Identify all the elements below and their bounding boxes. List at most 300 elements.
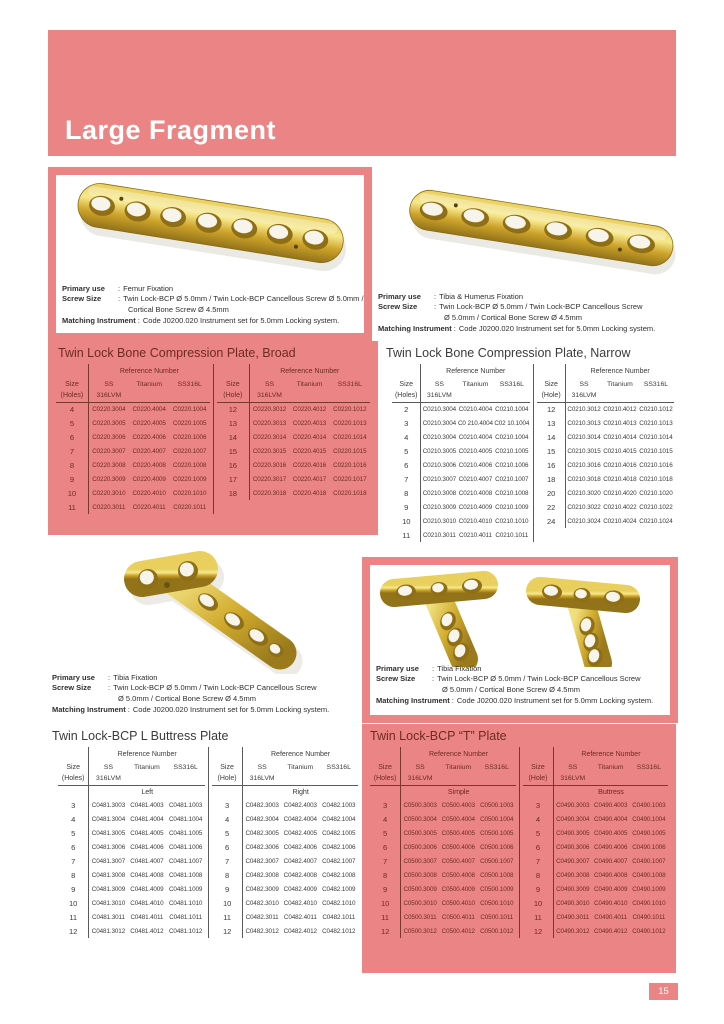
ref-number-cell: C0210.4006 — [458, 461, 493, 469]
screw-size-label: Screw Size — [376, 674, 416, 684]
ref-number-cell: C0210.3022 — [567, 503, 601, 511]
ref-number-cell: C0210.1013 — [639, 419, 673, 427]
ref-number-cell: C0210.4024 — [603, 517, 637, 525]
size-cell: 3 — [392, 416, 421, 430]
ref-number-cell: C0490.3008 — [556, 871, 590, 879]
spacer-cell — [523, 785, 553, 798]
screw-size-line — [378, 302, 655, 313]
ref-number-cell: C0210.3014 — [567, 433, 601, 441]
colon: : — [434, 302, 437, 312]
ref-number-cell: C0220.3006 — [92, 433, 126, 441]
matching-instrument-label: Matching Instrument — [52, 705, 126, 715]
ref-number-cell: C0481.3005 — [91, 829, 126, 837]
table-row — [212, 896, 358, 910]
ref-number-cell: C0481.4007 — [130, 857, 164, 865]
ss-header: SS — [264, 380, 275, 388]
matching-instrument-value: Code J0200.020 Instrument set for 5.0mm Locking system. — [458, 324, 656, 334]
holes-header: (Holes) — [56, 390, 88, 402]
ref-number-cell: C0210.3004 — [422, 419, 457, 427]
table-row — [370, 868, 516, 882]
empty-cell — [494, 390, 530, 402]
screw-size-value: Twin Lock-BCP Ø 5.0mm / Twin Lock-BCP Cancellous Screw Ø 5.0mm / — [123, 294, 364, 304]
ref-number-cell: C0210.1024 — [639, 517, 673, 525]
table-row — [370, 840, 516, 854]
ref-table — [523, 747, 668, 938]
ref-number-cell: C0210.3007 — [422, 475, 457, 483]
matching-instrument-value: Code J0200.020 Instrument set for 5.0mm Locking system. — [132, 705, 330, 715]
ref-number-cell: C0490.1004 — [632, 815, 666, 823]
ref-number-cell: C0481.4010 — [130, 899, 164, 907]
ref-number-cell: C0482.4004 — [283, 815, 317, 823]
table-row — [56, 416, 210, 430]
ref-number-cell: C0210.1010 — [495, 517, 529, 525]
primary-use-line — [62, 284, 364, 295]
ref-number-cell: C0481.4011 — [130, 913, 164, 921]
ref-number-cell: C0210.4011 — [459, 531, 492, 539]
ref-number-cell: C0490.3005 — [556, 829, 590, 837]
table-row — [537, 458, 674, 472]
ref-table — [392, 364, 530, 542]
size-cell: 12 — [370, 924, 401, 938]
ref-number-cell: C0482.4006 — [283, 843, 317, 851]
ref-number-cell: C0220.3009 — [92, 475, 126, 483]
ref-number-cell: C0490.1005 — [632, 829, 666, 837]
size-cell: 12 — [212, 924, 243, 938]
ref-number-cell: C0220.4017 — [292, 475, 327, 483]
size-cell: 8 — [58, 868, 89, 882]
ref-number-cell: C0220.4016 — [292, 461, 327, 469]
size-cell: 8 — [56, 458, 88, 472]
empty-cell — [166, 773, 205, 785]
table-row — [523, 840, 668, 854]
ref-number-cell: C0220.1013 — [333, 419, 367, 427]
colon: : — [453, 324, 456, 334]
ref-number-cell: C0482.1008 — [322, 871, 356, 879]
size-cell: 18 — [537, 472, 566, 486]
ref-number-cell: C0210.4004 — [458, 405, 493, 413]
ref-number-cell: C0481.4009 — [130, 885, 164, 893]
ref-number-cell: C0482.3007 — [245, 857, 279, 865]
ref-number-cell: C0220.3018 — [252, 489, 287, 497]
product-description — [52, 673, 329, 717]
ss-header: SS — [568, 763, 578, 771]
ref-number-cell: C0220.1014 — [333, 433, 367, 441]
ref-number-cell: C0500.3007 — [403, 857, 437, 865]
size-cell: 3 — [212, 798, 243, 812]
table-row — [212, 868, 358, 882]
ref-number-cell: C0500.4008 — [441, 871, 475, 879]
ref-number-cell: C0481.4004 — [130, 815, 164, 823]
ref-number-cell: C0220.3010 — [92, 489, 126, 497]
ref-number-cell: C0210.1006 — [495, 461, 529, 469]
spacer-cell — [212, 785, 243, 798]
ss316l-header: SS316L — [484, 763, 509, 771]
size-cell: 5 — [58, 826, 89, 840]
ref-number-cell: C0490.4010 — [594, 899, 628, 907]
ref-number-cell: C0490.3007 — [556, 857, 590, 865]
size-cell: 5 — [212, 826, 243, 840]
table-row — [523, 854, 668, 868]
ref-number-cell: C0481.3010 — [91, 899, 126, 907]
ref-number-cell: C0220.1017 — [333, 475, 367, 483]
table-row — [56, 500, 210, 514]
table-section-broad — [48, 341, 378, 535]
ref-number-cell: C0210.3015 — [567, 447, 601, 455]
ref-number-cell: C0482.4011 — [283, 913, 317, 921]
table-row — [56, 444, 210, 458]
ref-number-cell: C0220.3005 — [92, 419, 126, 427]
size-cell: 3 — [58, 798, 89, 812]
reference-tables — [48, 364, 378, 514]
table-body — [56, 402, 210, 514]
colon: : — [127, 705, 130, 715]
ref-number-cell: C0210.1016 — [639, 461, 673, 469]
ref-number-cell: C0500.1011 — [480, 913, 514, 921]
table-row — [537, 444, 674, 458]
titanium-header: Titanium — [136, 380, 163, 388]
holes-header: (Holes) — [58, 773, 89, 785]
hole-header: (Hole) — [523, 773, 553, 785]
matching-instrument-label: Matching Instrument — [62, 316, 136, 326]
ref-number-cell: C0490.1008 — [632, 871, 666, 879]
ref-number-cell: C0482.1009 — [322, 885, 356, 893]
ref-number-cell: C0500.4012 — [441, 927, 475, 935]
ss316l-header: SS316L — [337, 380, 362, 388]
ref-number-cell: C0490.3011 — [556, 913, 590, 921]
ref-number-cell: C0210.4004 — [458, 433, 493, 441]
screw-size-line-2 — [378, 313, 655, 324]
size-cell: 8 — [370, 868, 401, 882]
ref-number-cell: C0500.1004 — [480, 815, 514, 823]
ref-number-cell: C0210.3006 — [422, 461, 457, 469]
ref-number-cell: C0482.3003 — [245, 801, 279, 809]
size-cell: 17 — [217, 472, 249, 486]
ref-number-cell: C0500.3011 — [403, 913, 437, 921]
table-title: Twin Lock Bone Compression Plate, Broad — [58, 346, 296, 360]
product-description — [62, 284, 364, 328]
table-body — [370, 798, 516, 938]
ref-number-cell: C0482.1007 — [322, 857, 356, 865]
empty-cell — [320, 773, 358, 785]
table-row — [537, 486, 674, 500]
ref-number-cell: C0490.3012 — [556, 927, 590, 935]
size-cell: 7 — [56, 444, 88, 458]
ref-number-cell: C0220.1005 — [173, 419, 207, 427]
titanium-header: Titanium — [606, 380, 633, 388]
table-row — [370, 812, 516, 826]
holes-header: (Holes) — [370, 773, 401, 785]
table-row — [58, 840, 205, 854]
size-cell: 6 — [58, 840, 89, 854]
table-title: Twin Lock-BCP “T” Plate — [370, 729, 507, 743]
size-cell: 3 — [523, 798, 553, 812]
ref-number-cell: C0220.4018 — [292, 489, 327, 497]
ref-number-cell: C0210.4015 — [603, 447, 637, 455]
ref-number-cell: C0482.1003 — [322, 801, 356, 809]
ref-number-cell: C0481.1005 — [168, 829, 203, 837]
matching-instrument-value: Code J0200.020 Instrument set for 5.0mm Locking system. — [142, 316, 340, 326]
ref-number-cell: C0220.3004 — [92, 405, 126, 413]
size-header: Size — [212, 761, 243, 773]
size-cell: 6 — [370, 840, 401, 854]
ref-number-cell: C0481.4012 — [130, 927, 164, 935]
ref-number-cell: C0210.4018 — [603, 475, 637, 483]
empty-cell — [129, 390, 170, 402]
ref-number-cell: C0481.3009 — [91, 885, 126, 893]
ref-number-cell: C0490.4003 — [594, 801, 628, 809]
ref-number-cell: C0210.3024 — [567, 517, 601, 525]
ss316l-header: SS316L — [499, 380, 524, 388]
empty-cell — [281, 773, 319, 785]
primary-use-value: Tibia Fixation — [113, 672, 158, 682]
empty-cell — [128, 773, 167, 785]
page-number: 15 — [658, 986, 669, 997]
spacer-cell — [58, 785, 89, 798]
ref-number-cell: C0210.1011 — [495, 531, 529, 539]
ref-number-cell: C0210.3016 — [567, 461, 601, 469]
ref-number-cell: C0210.1004 — [495, 433, 529, 441]
size-cell: 9 — [523, 882, 553, 896]
screw-size-label: Screw Size — [52, 683, 92, 693]
ref-number-cell: C0220.1007 — [173, 447, 207, 455]
ref-number-cell: C0500.3004 — [403, 815, 437, 823]
ref-number-cell: C0482.3006 — [245, 843, 279, 851]
ref-number-cell: C0500.1005 — [480, 829, 514, 837]
ref-number-cell: C0220.1006 — [173, 433, 207, 441]
ref-number-cell: C0500.4003 — [441, 801, 475, 809]
ref-number-cell: C0210.3020 — [567, 489, 601, 497]
ref-number-cell: C0220.1016 — [333, 461, 367, 469]
ref-number-cell: C0500.4005 — [441, 829, 475, 837]
ref-number-cell: C0482.4005 — [283, 829, 317, 837]
ref-table-right — [213, 364, 373, 514]
primary-use-label: Primary use — [378, 291, 421, 301]
ref-number-cell: C0210.3009 — [422, 503, 457, 511]
size-cell: 8 — [523, 868, 553, 882]
size-cell: 10 — [523, 896, 553, 910]
ref-number-cell: C0210.1008 — [495, 489, 529, 497]
table-row — [212, 882, 358, 896]
spacer-cell — [212, 747, 243, 761]
ref-number-cell: C0220.4014 — [292, 433, 327, 441]
ref-number-cell: C0482.4003 — [283, 801, 317, 809]
ref-number-cell: C0481.4003 — [130, 801, 164, 809]
colon: : — [432, 663, 435, 673]
ref-number-cell: C0220.1009 — [173, 475, 207, 483]
ref-number-cell: C0490.4011 — [594, 913, 628, 921]
ss-header: SS — [257, 763, 267, 771]
table-row — [392, 430, 530, 444]
ref-number-cell: C0 210.4004 — [457, 419, 493, 427]
ref-number-cell: C0490.4007 — [594, 857, 628, 865]
ref-number-cell: C0220.3017 — [252, 475, 287, 483]
titanium-header: Titanium — [462, 380, 489, 388]
table-row — [392, 458, 530, 472]
size-cell: 6 — [523, 840, 553, 854]
ref-table-right — [519, 747, 671, 938]
table-row — [217, 486, 370, 500]
ref-number-cell: C0210.3005 — [422, 447, 457, 455]
primary-use-value: Tibia Fixation — [437, 663, 482, 673]
ref-table — [537, 364, 674, 528]
ref-number-cell: C0490.1007 — [632, 857, 666, 865]
ref-number-cell: C0500.4010 — [441, 899, 475, 907]
screw-size-label: Screw Size — [62, 294, 102, 304]
table-row — [58, 868, 205, 882]
table-row — [523, 868, 668, 882]
screw-size-value-2: Ø 5.0mm / Cortical Bone Screw Ø 4.5mm — [118, 694, 256, 704]
matching-instrument-line — [376, 696, 653, 707]
reference-tables — [50, 747, 366, 938]
ref-number-cell: C0481.3008 — [91, 871, 126, 879]
hole-header: (Hole) — [537, 390, 566, 402]
table-row — [523, 910, 668, 924]
ref-number-cell: C0210.3004 — [422, 433, 457, 441]
ref-number-cell: C0210.4022 — [603, 503, 637, 511]
titanium-header: Titanium — [445, 763, 472, 771]
ref-number-cell: C0500.3003 — [403, 801, 437, 809]
size-cell: 9 — [370, 882, 401, 896]
ref-number-cell: C0500.3005 — [403, 829, 437, 837]
table-row — [58, 882, 205, 896]
lvm-header: 316LVM — [553, 773, 591, 785]
ref-number-cell: C0490.3009 — [556, 885, 590, 893]
ref-number-cell: C0481.3012 — [91, 927, 126, 935]
size-header: Size — [537, 378, 566, 390]
table-row — [217, 472, 370, 486]
colon: : — [137, 316, 140, 326]
size-cell: 5 — [523, 826, 553, 840]
t-plate-image — [372, 567, 668, 667]
table-row — [217, 416, 370, 430]
product-description — [376, 664, 653, 708]
colon: : — [118, 283, 121, 293]
size-cell: 12 — [58, 924, 89, 938]
ref-number-cell: C0220.4004 — [132, 405, 166, 413]
reference-number-header: Reference Number — [581, 750, 641, 758]
spacer-cell — [58, 747, 89, 761]
screw-size-value: Twin Lock-BCP Ø 5.0mm / Twin Lock-BCP Cancellous Screw — [439, 302, 643, 312]
ref-number-cell: C0220.1011 — [173, 503, 207, 511]
ref-number-cell: C0220.4013 — [292, 419, 327, 427]
ref-number-cell: C0220.3015 — [252, 447, 287, 455]
ref-number-cell: C0481.1009 — [168, 885, 203, 893]
matching-instrument-label: Matching Instrument — [378, 324, 452, 334]
size-cell: 7 — [392, 472, 421, 486]
ref-number-cell: C0490.3003 — [556, 801, 590, 809]
ref-number-cell: C0500.1007 — [480, 857, 514, 865]
ref-number-cell: C0481.1011 — [169, 913, 203, 921]
size-cell: 8 — [212, 868, 243, 882]
table-row — [523, 798, 668, 812]
table-row — [370, 798, 516, 812]
ref-number-cell: C0481.3011 — [92, 913, 125, 921]
variant-subheader: Buttress — [598, 787, 624, 797]
table-title: Twin Lock Bone Compression Plate, Narrow — [386, 346, 631, 360]
empty-cell — [169, 390, 210, 402]
ref-number-cell: C0210.1014 — [639, 433, 673, 441]
ref-number-cell: C02 10.1004 — [494, 419, 530, 427]
ref-number-cell: C0500.1006 — [480, 843, 514, 851]
ref-number-cell: C0220.4011 — [132, 503, 166, 511]
table-section-l-buttress — [50, 724, 366, 938]
ref-number-cell: C0481.4005 — [130, 829, 164, 837]
ref-number-cell: C0210.4009 — [458, 503, 493, 511]
empty-cell — [439, 773, 477, 785]
product-description — [378, 292, 655, 336]
table-row — [56, 430, 210, 444]
size-cell: 11 — [56, 500, 88, 514]
ref-number-cell: C0490.1010 — [632, 899, 666, 907]
primary-use-line — [52, 673, 329, 684]
ref-number-cell: C0220.4008 — [132, 461, 166, 469]
spacer-cell — [56, 364, 88, 378]
titanium-header: Titanium — [597, 763, 624, 771]
ref-number-cell: C0482.4012 — [283, 927, 317, 935]
ref-number-cell: C0220.1018 — [333, 489, 367, 497]
table-row — [392, 500, 530, 514]
ref-number-cell: C0482.4009 — [283, 885, 317, 893]
ref-number-cell: C0482.3010 — [245, 899, 279, 907]
table-row — [392, 528, 530, 542]
screw-size-value: Twin Lock-BCP Ø 5.0mm / Twin Lock-BCP Cancellous Screw — [113, 683, 317, 693]
ref-number-cell: C0210.3011 — [422, 531, 456, 539]
ref-number-cell: C0481.1012 — [168, 927, 203, 935]
empty-cell — [457, 390, 493, 402]
ref-number-cell: C0210.4010 — [458, 517, 493, 525]
ref-number-cell: C0500.4006 — [441, 843, 475, 851]
ref-number-cell: C0210.1005 — [495, 447, 529, 455]
size-cell: 5 — [370, 826, 401, 840]
screw-size-value-2: Cortical Bone Screw Ø 4.5mm — [128, 305, 229, 315]
table-row — [392, 402, 530, 416]
empty-cell — [330, 390, 370, 402]
ref-number-cell: C0490.4009 — [594, 885, 628, 893]
reference-number-header: Reference Number — [280, 367, 340, 375]
size-cell: 10 — [56, 486, 88, 500]
screw-size-line-2 — [376, 685, 653, 696]
primary-use-label: Primary use — [376, 663, 419, 673]
ref-number-cell: C0210.4014 — [603, 433, 637, 441]
size-cell: 24 — [537, 514, 566, 528]
ref-number-cell: C0210.1009 — [495, 503, 529, 511]
titanium-header: Titanium — [134, 763, 160, 771]
ref-number-cell: C0500.1003 — [480, 801, 514, 809]
ref-number-cell: C0481.4006 — [130, 843, 164, 851]
titanium-header: Titanium — [287, 763, 314, 771]
screw-size-line-2 — [52, 694, 329, 705]
ref-number-cell: C0220.4015 — [292, 447, 327, 455]
size-cell: 22 — [537, 500, 566, 514]
ref-number-cell: C0482.4010 — [283, 899, 317, 907]
ref-number-cell: C0482.1010 — [322, 899, 356, 907]
size-cell: 4 — [212, 812, 243, 826]
product-card-t-plate — [362, 557, 678, 723]
ref-table-right — [533, 364, 677, 542]
ref-number-cell: C0220.3016 — [252, 461, 287, 469]
ref-number-cell: C0500.1008 — [480, 871, 514, 879]
colon: : — [108, 672, 111, 682]
hole-header: (Hole) — [212, 773, 243, 785]
ref-table-left — [367, 747, 519, 938]
size-cell: 12 — [523, 924, 553, 938]
ref-number-cell: C0220.4010 — [132, 489, 166, 497]
table-row — [217, 402, 370, 416]
primary-use-label: Primary use — [52, 672, 95, 682]
table-row — [537, 402, 674, 416]
table-row — [537, 500, 674, 514]
ref-number-cell: C0482.1006 — [322, 843, 356, 851]
